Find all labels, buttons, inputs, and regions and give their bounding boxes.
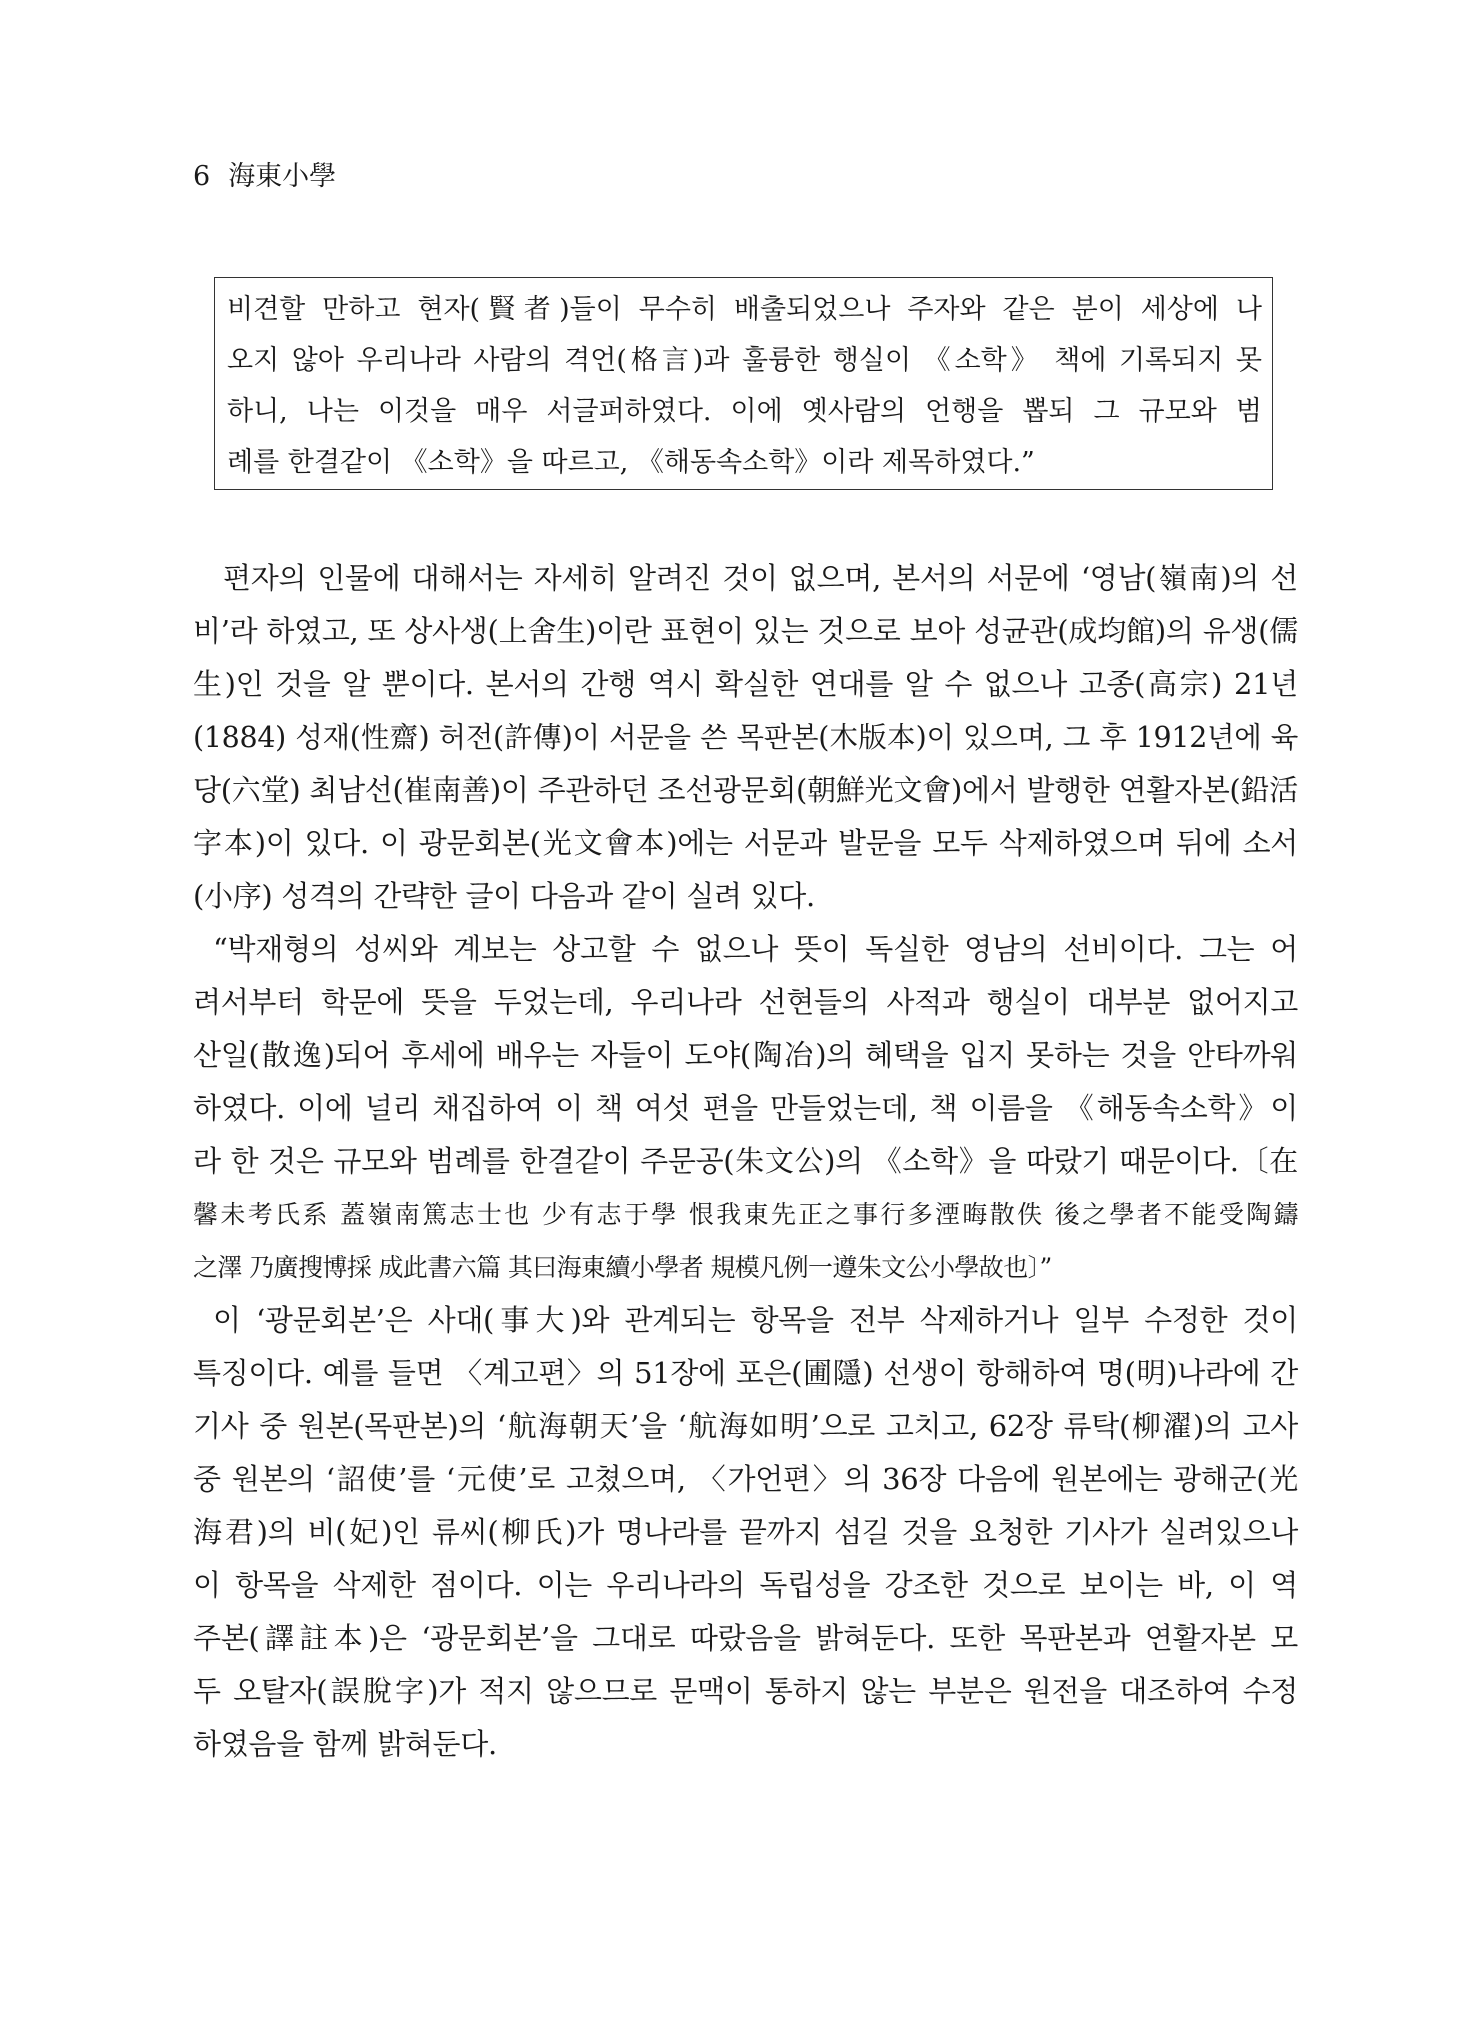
body-line: 이 ‘광문회본’은 사대(事大)와 관계되는 항목을 전부 삭제하거나 일부 수정한 것이 xyxy=(213,1303,1298,1337)
body-line: 之澤 乃廣搜博採 成此書六篇 其曰海東續小學者 規模凡例一遵朱文公小學故也〕” xyxy=(193,1253,1052,1282)
body-line: 海君)의 비(妃)인 류씨(柳氏)가 명나라를 끝까지 섬길 것을 요청한 기사가 실려있으나 xyxy=(193,1515,1298,1549)
body-line: “박재형의 성씨와 계보는 상고할 수 없으나 뜻이 독실한 영남의 선비이다. 그는 어 xyxy=(213,932,1298,966)
quote-line: 하니, 나는 이것을 매우 서글퍼하였다. 이에 옛사람의 언행을 뽑되 그 규모와 범 xyxy=(227,396,1262,427)
quote-box xyxy=(214,277,1273,490)
quote-line: 례를 한결같이 《소학》을 따르고, 《해동속소학》이라 제목하였다.” xyxy=(227,447,1035,478)
body-line: 산일(散逸)되어 후세에 배우는 자들이 도야(陶冶)의 혜택을 입지 못하는 것을 안타까워 xyxy=(193,1038,1298,1072)
body-line: 비’라 하였고, 또 상사생(上舍生)이란 표현이 있는 것으로 보아 성균관(成均館)의 유생(儒 xyxy=(193,614,1298,648)
body-line: 生)인 것을 알 뿐이다. 본서의 간행 역시 확실한 연대를 알 수 없으나 고종(高宗) 21년 xyxy=(193,667,1298,701)
body-line: 라 한 것은 규모와 범례를 한결같이 주문공(朱文公)의 《소학》을 따랐기 때문이다.〔在 xyxy=(193,1144,1298,1178)
body-line: 馨未考氏系 蓋嶺南篤志士也 少有志于學 恨我東先正之事行多湮晦散佚 後之學者不能受陶鑄 xyxy=(193,1200,1298,1229)
body-line: 두 오탈자(誤脫字)가 적지 않으므로 문맥이 통하지 않는 부분은 원전을 대조하여 수정 xyxy=(193,1674,1298,1708)
body-line: 특징이다. 예를 들면 〈계고편〉의 51장에 포은(圃隱) 선생이 항해하여 명(明)나라에 간 xyxy=(193,1356,1298,1390)
body-line: 중 원본의 ‘詔使’를 ‘元使’로 고쳤으며, 〈가언편〉의 36장 다음에 원본에는 광해군(光 xyxy=(193,1462,1298,1496)
quote-line: 비견할 만하고 현자(賢者)들이 무수히 배출되었으나 주자와 같은 분이 세상에 나 xyxy=(227,294,1262,325)
body-line: 기사 중 원본(목판본)의 ‘航海朝天’을 ‘航海如明’으로 고치고, 62장 류탁(柳濯)의 고사 xyxy=(193,1409,1298,1443)
running-head xyxy=(193,160,336,194)
body-line: 편자의 인물에 대해서는 자세히 알려진 것이 없으며, 본서의 서문에 ‘영남(嶺南)의 선 xyxy=(223,561,1298,595)
body-text xyxy=(193,552,1298,1771)
body-line: 주본(譯註本)은 ‘광문회본’을 그대로 따랐음을 밝혀둔다. 또한 목판본과 연활자본 모 xyxy=(193,1621,1298,1655)
body-line: 이 항목을 삭제한 점이다. 이는 우리나라의 독립성을 강조한 것으로 보이는 바, 이 역 xyxy=(193,1568,1298,1602)
body-line: (1884) 성재(性齋) 허전(許傳)이 서문을 쓴 목판본(木版本)이 있으며, 그 후 1912년에 육 xyxy=(193,721,1298,754)
body-line: 하였음을 함께 밝혀둔다. xyxy=(193,1727,497,1761)
book-title: 海東小學 xyxy=(228,161,337,192)
body-line: 려서부터 학문에 뜻을 두었는데, 우리나라 선현들의 사적과 행실이 대부분 없어지고 xyxy=(193,985,1298,1019)
page-number: 6 xyxy=(193,161,211,192)
body-line: 字本)이 있다. 이 광문회본(光文會本)에는 서문과 발문을 모두 삭제하였으며 뒤에 소서 xyxy=(193,826,1298,860)
body-line: 당(六堂) 최남선(崔南善)이 주관하던 조선광문회(朝鮮光文會)에서 발행한 연활자본(鉛活 xyxy=(193,773,1298,807)
body-line: 하였다. 이에 널리 채집하여 이 책 여섯 편을 만들었는데, 책 이름을 《해동속소학》이 xyxy=(193,1091,1298,1125)
quote-line: 오지 않아 우리나라 사람의 격언(格言)과 훌륭한 행실이 《소학》 책에 기록되지 못 xyxy=(227,345,1262,376)
body-line: (小序) 성격의 간략한 글이 다음과 같이 실려 있다. xyxy=(193,879,815,913)
